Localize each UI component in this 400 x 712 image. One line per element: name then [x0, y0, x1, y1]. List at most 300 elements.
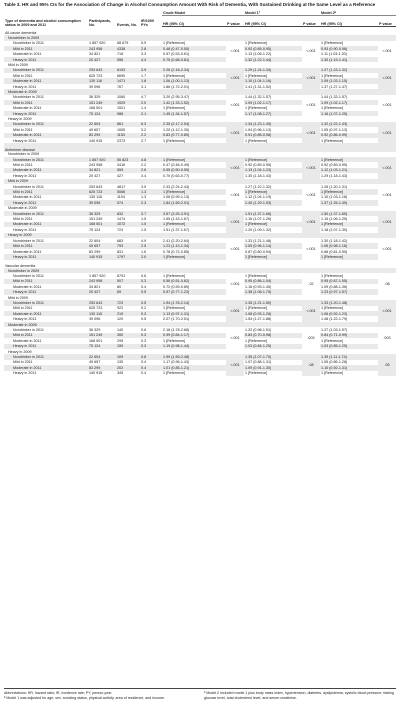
group-title: Moderate in 2009 [4, 89, 396, 94]
events-cell: 1929 [116, 100, 140, 105]
hr-crude-cell: 1.06 (0.99-1.13) [163, 195, 190, 200]
table-header [4, 9, 396, 27]
participants-cell: 49 657 [89, 127, 101, 132]
hr-model1-cell: 1.09 (1.02-1.17) [244, 100, 302, 105]
row-label: Heavy in 2011 [4, 57, 88, 62]
row-label: Heavy in 2011 [4, 111, 88, 116]
group-title: Mild in 2009 [8, 62, 28, 67]
hr-model1-cell: 1.30 (1.18-1.43) [245, 173, 272, 178]
hr-model1-cell: 1 [Reference] [245, 371, 268, 376]
events-cell: 427 [117, 173, 124, 178]
hr-model1-cell: 1 [Reference] [245, 306, 268, 311]
participants-cell: 83 299 [88, 133, 116, 138]
hr-model1-cell: 1.07 (0.88-1.31) [245, 360, 272, 365]
hr-crude-cell: 0.48 (0.47-0.50) [162, 46, 226, 51]
p-model2-cell: .05 [378, 354, 396, 376]
participants-cell: 1 857 920 [89, 41, 106, 46]
hr-model2-cell: 1.30 (1.19-1.41) [320, 57, 378, 62]
participants-cell: 243 958 [88, 46, 116, 51]
ir-cell: 0.4 [141, 360, 147, 365]
participants-cell: 22 604 [89, 238, 101, 243]
row-label: Nondrinker in 2011 [13, 273, 44, 278]
hr-model2-cell: 0.95 (0.87-1.05) [320, 279, 378, 284]
events-cell: 574 [116, 200, 140, 205]
hr-model2-cell: 1.37 (1.25-1.49) [320, 200, 378, 205]
hr-crude-cell: 0.72 (0.59-0.89) [163, 284, 190, 289]
hr-crude-cell: 1.45 (1.34-1.57) [162, 111, 226, 116]
p-crude-cell: <.001 [230, 192, 240, 197]
participants-cell: 1 857 920 [88, 157, 116, 162]
row-label: Nondrinker in 2011 [13, 238, 44, 243]
participants-cell: 75 124 [88, 111, 116, 116]
events-cell: 724 [117, 227, 124, 232]
events-cell: 1060 [117, 95, 126, 100]
events-cell: 120 [117, 317, 124, 322]
header-model2: Model 2ᵇ [320, 9, 396, 16]
hr-model2-cell: 1 [Reference] [320, 222, 378, 227]
hr-model2-cell: 1 [Reference] [321, 306, 344, 311]
ir-cell: 4.4 [140, 57, 162, 62]
hr-crude-cell: 1.13 (0.97-1.31) [162, 311, 226, 316]
row-label: Nondrinker in 2011 [13, 95, 44, 100]
row-label: Mild in 2011 [4, 189, 88, 194]
events-cell: 159 [116, 344, 140, 349]
events-cell: 80 [117, 284, 122, 289]
row-label: Moderate in 2011 [13, 249, 42, 254]
hr-model2-cell: 1.03 (0.85-1.25) [320, 344, 378, 349]
group-title: Moderate in 2009 [8, 206, 37, 211]
ir-cell: 1.8 [140, 78, 162, 83]
hr-crude-cell: 1.51 (1.37-1.67) [163, 227, 190, 232]
events-cell: 5066 [116, 189, 140, 194]
p-crude-cell: <.001 [226, 354, 244, 376]
ir-cell: 0.4 [140, 365, 162, 370]
ir-cell: 3.4 [141, 173, 147, 178]
hr-model2-cell: 1.39 (1.11-1.74) [320, 354, 378, 359]
participants-cell: 130 116 [89, 195, 103, 200]
row-label: Moderate in 2011 [4, 365, 88, 370]
hr-crude-cell: 0.57 (0.53-0.61) [163, 52, 190, 57]
p-crude-cell: <.001 [230, 246, 240, 251]
p-crude-cell: <.001 [226, 300, 244, 322]
participants-cell: 20 427 [89, 173, 101, 178]
hr-model1-cell: 0.91 (0.85-0.98) [244, 133, 302, 138]
hr-model1-cell: 1.32 (1.22-1.44) [244, 57, 302, 62]
row-label: Mild in 2011 [4, 243, 88, 248]
row-label: Mild in 2011 [13, 306, 33, 311]
participants-cell: 49 657 [88, 243, 116, 248]
participants-cell: 151 249 [88, 333, 116, 338]
hr-crude-cell: 2.26 (2.18-2.34) [162, 68, 226, 73]
hr-crude-cell: 1 [Reference] [163, 41, 186, 46]
hr-crude-cell: 3.57 (3.25-3.91) [162, 211, 226, 216]
hr-model2-cell: 1.30 (1.18-1.42) [321, 238, 348, 243]
events-cell: 556 [116, 57, 140, 62]
ir-cell: 1.0 [140, 222, 162, 227]
p-crude-cell: <.001 [226, 122, 244, 144]
ir-cell: 1.4 [141, 106, 147, 111]
ir-cell: 6.3 [140, 122, 162, 127]
row-label: Mild in 2011 [13, 127, 33, 132]
hr-model2-cell: 0.92 (0.86-0.99) [320, 133, 378, 138]
events-cell: 68 679 [117, 41, 129, 46]
p-model1-cell: <.001 [302, 300, 320, 322]
row-label: Heavy in 2011 [4, 289, 88, 294]
events-cell: 260 [116, 333, 140, 338]
row-label: Moderate in 2011 [13, 195, 42, 200]
hr-crude-cell: 1.99 (1.59-2.48) [162, 354, 226, 359]
hr-model1-cell: 1.54 (1.27-1.88) [245, 317, 272, 322]
p-model1-cell: <.001 [302, 122, 320, 144]
hr-model2-cell: 1 [Reference] [320, 157, 378, 162]
hr-crude-cell: 1 [Reference] [162, 157, 226, 162]
p-model1-cell: .003 [307, 336, 315, 341]
events-cell: 1153 [116, 133, 140, 138]
row-label: Moderate in 2011 [4, 311, 88, 316]
hr-model2-cell: 1.12 (1.03-1.21) [320, 168, 378, 173]
ir-cell: 2.3 [140, 200, 162, 205]
hr-model2-cell: 1.44 (1.33-1.57) [321, 95, 348, 100]
hr-crude-cell: 0.75 (0.68-0.81) [162, 57, 226, 62]
participants-cell: 36 329 [88, 211, 116, 216]
header-hr-m2: HR (95% CI) [320, 16, 378, 27]
ir-cell: 0.6 [141, 327, 147, 332]
p-model1-cell: <.001 [306, 103, 316, 108]
hr-crude-cell: 0.83 (0.77-0.89) [162, 133, 226, 138]
row-label: Heavy in 2011 [13, 173, 37, 178]
hr-model2-cell: 1.10 (1.03-1.18) [321, 195, 348, 200]
participants-cell: 243 958 [89, 163, 103, 168]
row-label: Moderate in 2011 [4, 222, 88, 227]
participants-cell: 625 723 [89, 306, 103, 311]
hr-crude-cell: 1.23 (1.13-1.34) [162, 243, 226, 248]
header-crude-model: Crude Model [162, 9, 244, 16]
hr-crude-cell: 1.42 (1.33-1.52) [162, 100, 226, 105]
participants-cell: 253 643 [88, 68, 116, 73]
hr-model2-cell: 0.88 (0.81-0.95) [321, 249, 348, 254]
row-label: Heavy in 2011 [13, 371, 37, 376]
p-model2-cell: <.001 [382, 49, 392, 54]
hr-model1-cell: 1 [Reference] [244, 157, 302, 162]
participants-cell: 22 604 [88, 354, 116, 359]
p-model2-cell: <.001 [378, 122, 396, 144]
hr-model1-cell: 1.35 (1.21-1.50) [244, 300, 302, 305]
row-label: Nondrinker in 2011 [4, 157, 88, 162]
header-model1: Model 1ª [244, 9, 320, 16]
p-crude-cell: <.001 [226, 157, 244, 179]
hr-model1-cell: 1.16 (0.93-1.45) [245, 284, 272, 289]
hr-crude-cell: 1.01 (0.85-1.21) [162, 365, 226, 370]
ir-cell: 2.0 [140, 100, 162, 105]
hr-model2-cell: 1.10 (0.92-1.31) [320, 365, 378, 370]
footnote-model1: ª Model 1 was adjusted for age, sex, smoking status, physical activity, area of residence, and income. [4, 695, 165, 700]
p-model2-cell: <.001 [378, 211, 396, 233]
events-cell: 1471 [116, 78, 140, 83]
hr-model1-cell: 1.29 (1.24-1.34) [244, 68, 302, 73]
row-label: Moderate in 2011 [13, 338, 42, 343]
ir-cell: 0.4 [141, 284, 147, 289]
hr-crude-cell: 0.47 (0.46-0.49) [163, 163, 190, 168]
hr-model2-cell: 1 [Reference] [321, 138, 344, 143]
ir-cell: 2.5 [140, 243, 162, 248]
hr-model1-cell: 1 [Reference] [245, 273, 268, 278]
p-crude-cell: <.001 [226, 68, 244, 90]
participants-cell: 140 915 [88, 254, 116, 259]
group-title: Mild in 2009 [4, 179, 396, 184]
hr-model1-cell: 1.05 (0.96-1.14) [244, 243, 302, 248]
hr-crude-cell: 2.33 (2.24-2.43) [163, 184, 190, 189]
row-label: Nondrinker in 2011 [4, 122, 88, 127]
ir-cell: 2.2 [141, 163, 147, 168]
row-label: Nondrinker in 2011 [4, 300, 88, 305]
events-cell: 1474 [117, 217, 126, 222]
p-model2-cell: .003 [383, 336, 391, 341]
hr-model2-cell: 1 [Reference] [321, 273, 344, 278]
ir-cell: 0.4 [141, 371, 147, 376]
hr-model1-cell: 1.38 (1.08-1.75) [244, 289, 302, 294]
hr-model2-cell: 1.09 (0.88-1.36) [321, 284, 348, 289]
ir-cell: 3.1 [141, 84, 147, 89]
hr-model1-cell: 1.16 (1.07-1.26) [245, 217, 272, 222]
row-label: Moderate in 2011 [4, 78, 88, 83]
hr-model2-cell: 1.33 (1.20-1.48) [320, 300, 378, 305]
hr-model1-cell: 1.40 (1.29-1.53) [244, 200, 302, 205]
ir-cell: 3.9 [140, 68, 162, 73]
hr-model2-cell: 1.27 (1.23-1.32) [320, 68, 378, 73]
section-title: Alzheimer disease [4, 143, 396, 151]
header-p-m1: P value [302, 16, 320, 27]
row-label: Nondrinker in 2011 [13, 41, 44, 46]
ir-cell: 4.8 [140, 157, 162, 162]
hr-crude-cell: 0.97 (0.77-1.23) [162, 289, 226, 294]
p-model2-cell: <.001 [382, 246, 392, 251]
participants-cell: 75 124 [88, 344, 116, 349]
row-label: Heavy in 2011 [13, 138, 37, 143]
hr-model1-cell: 1.13 (1.04-1.23) [244, 168, 302, 173]
row-label: Heavy in 2011 [13, 317, 37, 322]
events-cell: 69 [116, 289, 140, 294]
hr-model1-cell: 1.04 (0.96-1.13) [245, 127, 272, 132]
hr-crude-cell: 1 [Reference] [162, 222, 226, 227]
hr-model2-cell: 1.37 (1.27-1.47) [321, 84, 348, 89]
participants-cell: 168 501 [89, 338, 103, 343]
ir-cell: 1.3 [140, 189, 162, 194]
hr-model2-cell: 1.16 (1.07-1.25) [320, 111, 378, 116]
hr-crude-cell: 1 [Reference] [163, 138, 186, 143]
hr-crude-cell: 1.20 (1.12-1.30) [163, 127, 190, 132]
participants-cell: 34 821 [89, 284, 101, 289]
hr-model1-cell: 1 [Reference] [245, 338, 268, 343]
section-title: All-cause dementia [5, 31, 37, 36]
events-cell: 723 [116, 300, 140, 305]
hr-model1-cell: 1.44 (1.32-1.57) [245, 95, 272, 100]
group-title: Nondrinker in 2009 [4, 35, 396, 40]
hr-model1-cell: 1 [Reference] [244, 254, 302, 259]
p-model1-cell: <.001 [302, 68, 320, 90]
hr-model1-cell: 1 [Reference] [245, 106, 268, 111]
hr-crude-cell: 2.18 (1.78-2.68) [163, 327, 190, 332]
p-crude-cell: <.001 [230, 336, 240, 341]
hr-model1-cell: 1.51 (1.37-1.66) [244, 211, 302, 216]
hr-crude-cell: 1 [Reference] [163, 273, 186, 278]
p-model1-cell: .08 [302, 354, 320, 376]
hr-model2-cell: 1.09 (1.03-1.15) [320, 78, 378, 83]
hr-crude-cell: 1.84 (1.69-2.01) [162, 200, 226, 205]
row-label: Heavy in 2011 [4, 344, 88, 349]
section-row [4, 260, 396, 268]
hr-model2-cell: 1.26 (1.20-1.31) [321, 184, 348, 189]
hr-model1-cell: 1.03 (0.84-1.25) [244, 344, 302, 349]
hr-model2-cell: 1.50 (1.37-1.65) [320, 211, 378, 216]
participants-cell: 34 821 [89, 52, 101, 57]
p-crude-cell: <.001 [226, 211, 244, 233]
section-title: Vascular dementia [5, 263, 36, 268]
ir-cell: 4.7 [141, 95, 147, 100]
participants-cell: 253 643 [89, 184, 103, 189]
hr-crude-cell: 1 [Reference] [163, 371, 186, 376]
hr-crude-cell: 1.94 (1.76-2.14) [162, 300, 226, 305]
table-footer [4, 688, 396, 700]
ir-cell: 0.5 [141, 317, 147, 322]
hr-model2-cell: 1 [Reference] [321, 41, 344, 46]
hr-crude-cell: 1.06 (1.00-1.13) [162, 78, 226, 83]
hr-model1-cell: 1.27 (1.22-1.32) [245, 184, 272, 189]
hr-model2-cell: 1.06 (0.92-1.23) [320, 311, 378, 316]
row-label: Moderate in 2011 [13, 106, 42, 111]
hr-model2-cell: 1 [Reference] [320, 189, 378, 194]
events-cell: 140 [117, 327, 124, 332]
hr-model1-cell: 1.34 (1.23-1.45) [244, 122, 302, 127]
group-title: Moderate in 2009 [4, 322, 396, 327]
p-model2-cell: <.001 [378, 157, 396, 179]
ir-cell: 0.5 [140, 289, 162, 294]
participants-cell: 168 501 [89, 106, 103, 111]
header-status: Type of dementia and alcohol consumption status in 2009 and 2011 [5, 18, 81, 27]
hr-crude-cell: 2.41 (2.20-2.64) [163, 238, 190, 243]
ir-cell: 2.6 [140, 168, 162, 173]
header-p-m2: P value [378, 16, 396, 27]
participants-cell: 20 427 [88, 57, 116, 62]
row-label: Moderate in 2011 [13, 284, 42, 289]
events-cell: 1104 [117, 195, 125, 200]
ir-cell: 2.8 [140, 46, 162, 51]
participants-cell: 75 124 [89, 227, 101, 232]
ir-cell: 0.8 [140, 354, 162, 359]
events-cell: 4817 [117, 184, 126, 189]
row-label: Moderate in 2011 [13, 52, 42, 57]
hr-model2-cell: 1.15 (1.06-1.25) [321, 217, 348, 222]
p-model2-cell: <.001 [378, 68, 396, 90]
group-title: Mild in 2009 [8, 295, 28, 300]
hr-model1-cell: 1.20 (1.09-1.32) [245, 227, 272, 232]
header-hr-m1: HR (95% CI) [244, 16, 302, 27]
participants-cell: 49 657 [89, 360, 101, 365]
row-label: Mild in 2011 [13, 73, 33, 78]
header-p-crude: P value [226, 16, 244, 27]
row-label: Heavy in 2011 [13, 227, 37, 232]
ir-cell: 1.5 [141, 217, 147, 222]
ir-cell: 3.0 [141, 184, 147, 189]
row-label: Heavy in 2011 [4, 200, 88, 205]
events-cell: 3416 [117, 163, 126, 168]
hr-model1-cell: 0.83 (0.70-0.98) [244, 333, 302, 338]
p-model2-cell: <.001 [378, 300, 396, 322]
events-cell: 832 [116, 211, 140, 216]
section-row [4, 143, 396, 151]
participants-cell: 168 501 [88, 222, 116, 227]
hr-model1-cell: 1 [Reference] [245, 138, 268, 143]
hr-model2-cell: 0.92 (0.89-0.95) [321, 163, 348, 168]
table-body [4, 27, 396, 376]
ir-cell: 4.9 [141, 238, 147, 243]
hr-model2-cell: 1 [Reference] [321, 73, 344, 78]
events-cell: 683 [117, 238, 124, 243]
row-label: Nondrinker in 2011 [4, 68, 88, 73]
table-caption: Table 3. HR and 95% CIs for the Association of Change in Alcohol Consumption Amount With Risk of Dementia, With Sustained Drinking at the Same Level as a Reference [4, 2, 376, 7]
row-label: Mild in 2011 [4, 333, 88, 338]
ir-cell: 2.2 [140, 133, 162, 138]
hr-crude-cell: 1 [Reference] [163, 306, 186, 311]
p-model1-cell: <.001 [306, 192, 316, 197]
row-label: Mild in 2011 [4, 46, 88, 51]
events-cell: 793 [116, 243, 140, 248]
ir-cell: 0.3 [140, 279, 162, 284]
row-label: Mild in 2011 [13, 217, 33, 222]
hr-crude-cell: 1.86 (1.72-2.01) [163, 84, 190, 89]
hr-model1-cell: 0.92 (0.89-0.95) [245, 163, 272, 168]
hr-model2-cell: 0.93 (0.90-0.96) [320, 46, 378, 51]
footnote-abbreviations: Abbreviations: HR, hazard ratio; IR, incidence rate; PY, person-year. [4, 691, 113, 695]
hr-model1-cell: 1.12 (1.04-1.19) [245, 195, 272, 200]
hr-crude-cell: 1.17 (0.96-1.43) [163, 360, 190, 365]
hr-model2-cell: 1.29 (1.18-1.43) [321, 173, 348, 178]
p-model1-cell: <.001 [306, 49, 316, 54]
header-ir: IR/1000 PYs [141, 18, 154, 27]
hr-model2-cell: 1.23 (0.97-1.57) [320, 289, 378, 294]
participants-cell: 130 116 [88, 311, 116, 316]
participants-cell: 20 427 [88, 289, 116, 294]
hr-model2-cell: 1.06 (0.98-1.16) [320, 243, 378, 248]
ir-cell: 1.7 [141, 73, 147, 78]
p-model2-cell: <.001 [382, 192, 392, 197]
row-label: Mild in 2011 [4, 279, 88, 284]
row-label: Nondrinker in 2011 [4, 354, 88, 359]
hr-crude-cell: 2.35 (2.17-2.54) [162, 122, 226, 127]
hr-model1-cell: 1.08 (0.93-1.26) [244, 311, 302, 316]
ir-cell: 0.3 [141, 338, 147, 343]
events-cell: 2373 [117, 138, 126, 143]
hr-model2-cell: 1 [Reference] [321, 338, 344, 343]
participants-cell: 130 116 [88, 78, 116, 83]
events-cell: 109 [116, 354, 140, 359]
hr-crude-cell: 0.70 (0.63-0.77) [163, 173, 190, 178]
hr-crude-cell: 0.78 (0.72-0.85) [163, 249, 190, 254]
hr-model1-cell: 1 [Reference] [245, 41, 268, 46]
ir-cell: 0.3 [140, 344, 162, 349]
row-label: Moderate in 2011 [4, 168, 88, 173]
events-cell: 219 [116, 311, 140, 316]
hr-crude-cell: 0.55 (0.50-0.59) [162, 168, 226, 173]
ir-cell: 1.5 [141, 227, 147, 232]
participants-cell: 140 915 [89, 138, 103, 143]
events-cell: 1521 [117, 106, 126, 111]
row-label: Nondrinker in 2011 [13, 327, 44, 332]
hr-crude-cell: 1 [Reference] [163, 338, 186, 343]
events-cell: 986 [116, 111, 140, 116]
hr-model2-cell: 1.05 (0.86-1.28) [321, 360, 348, 365]
hr-model1-cell: 1.09 (0.91-1.30) [244, 365, 302, 370]
hr-model2-cell: 1.32 (1.22-1.43) [320, 122, 378, 127]
